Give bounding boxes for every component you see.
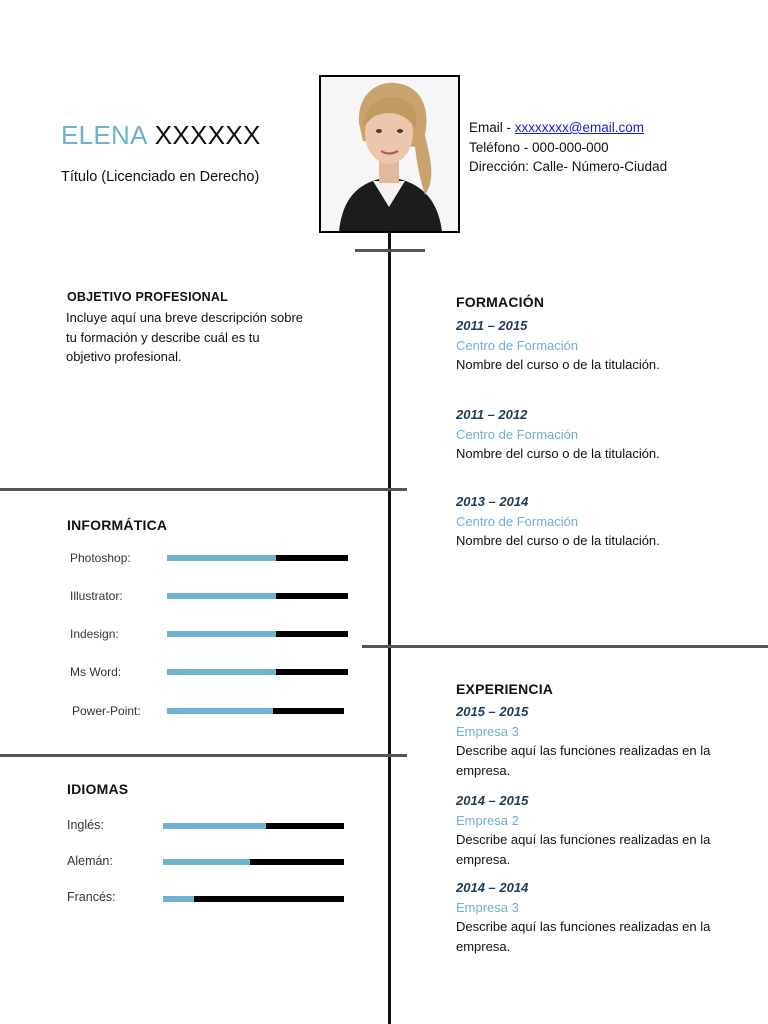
address-line: Dirección: Calle- Número-Ciudad <box>469 159 668 174</box>
timeline-vertical-line <box>388 231 391 1024</box>
skill-label: Illustrator: <box>70 589 123 603</box>
last-name: XXXXXX <box>154 120 261 150</box>
entry-description: Describe aquí las funciones realizadas en la empresa. <box>456 832 711 867</box>
entry-description: Nombre del curso o de la titulación. <box>456 533 660 548</box>
language-bar-fill <box>163 823 266 829</box>
skill-bar-fill <box>167 708 273 714</box>
entry-period: 2011 – 2015 <box>456 318 528 333</box>
contact-block <box>469 118 667 177</box>
language-label: Alemán: <box>67 854 113 868</box>
entry-period: 2014 – 2015 <box>456 793 529 808</box>
experience-heading: EXPERIENCIA <box>456 681 554 697</box>
divider-left-1 <box>0 488 407 491</box>
entry-place: Centro de Formación <box>456 337 579 353</box>
divider-left-2 <box>0 754 407 757</box>
profile-photo <box>319 75 460 233</box>
skill-label: Indesign: <box>70 627 119 641</box>
languages-heading: IDIOMAS <box>67 781 129 797</box>
phone-line: Teléfono - 000-000-000 <box>469 139 609 155</box>
skill-bar <box>167 708 344 714</box>
skill-bar <box>167 631 348 637</box>
language-label: Inglés: <box>67 818 104 832</box>
entry-period: 2015 – 2015 <box>456 704 529 719</box>
education-entry <box>456 405 716 464</box>
skill-bar <box>167 555 348 561</box>
phone-number: 000-000-000 <box>532 139 609 155</box>
entry-description: Nombre del curso o de la titulación. <box>456 357 660 372</box>
timeline-top-bar <box>355 249 425 252</box>
first-name: ELENA <box>61 120 148 150</box>
portrait-illustration <box>321 77 458 231</box>
entry-period: 2011 – 2012 <box>456 407 528 422</box>
entry-place: Centro de Formación <box>456 426 579 442</box>
entry-place: Empresa 2 <box>456 812 519 828</box>
entry-description: Nombre del curso o de la titulación. <box>456 446 660 461</box>
objective-text: Incluye aquí una breve descripción sobre tu formación y describe cuál es tu objetivo profesional. <box>66 310 304 364</box>
candidate-name <box>61 120 261 151</box>
entry-period: 2014 – 2014 <box>456 880 529 895</box>
objective-heading: OBJETIVO PROFESIONAL <box>67 290 228 304</box>
language-label: Francés: <box>67 890 116 904</box>
divider-right <box>362 645 768 648</box>
it-skills-heading: INFORMÁTICA <box>67 517 168 533</box>
language-bar <box>163 823 344 829</box>
professional-title: Título (Licenciado en Derecho) <box>61 169 260 185</box>
language-bar <box>163 896 344 902</box>
language-bar-fill <box>163 859 250 865</box>
entry-description: Describe aquí las funciones realizadas en la empresa. <box>456 743 711 778</box>
skill-label: Power-Point: <box>72 704 141 718</box>
education-heading: FORMACIÓN <box>456 294 545 310</box>
entry-place: Empresa 3 <box>456 723 519 739</box>
entry-description: Describe aquí las funciones realizadas en la empresa. <box>456 919 711 954</box>
address-value: Calle- Número-Ciudad <box>532 159 668 174</box>
email-line: Email - xxxxxxxx@email.com <box>469 120 644 135</box>
email-link[interactable]: xxxxxxxx@email.com <box>514 120 644 135</box>
language-bar <box>163 859 344 865</box>
skill-bar <box>167 593 348 599</box>
skill-label: Photoshop: <box>70 551 131 565</box>
skill-bar-fill <box>167 593 276 599</box>
skill-bar-fill <box>167 631 276 637</box>
experience-entry <box>456 878 716 956</box>
entry-place: Empresa 3 <box>456 899 519 915</box>
skill-label: Ms Word: <box>70 665 122 679</box>
skill-bar-fill <box>167 555 276 561</box>
experience-entry <box>456 791 716 869</box>
entry-period: 2013 – 2014 <box>456 494 529 509</box>
entry-place: Centro de Formación <box>456 513 579 529</box>
language-bar-fill <box>163 896 194 902</box>
experience-entry <box>456 702 716 780</box>
skill-bar <box>167 669 348 675</box>
education-entry <box>456 316 716 375</box>
education-entry <box>456 492 716 551</box>
skill-bar-fill <box>167 669 276 675</box>
